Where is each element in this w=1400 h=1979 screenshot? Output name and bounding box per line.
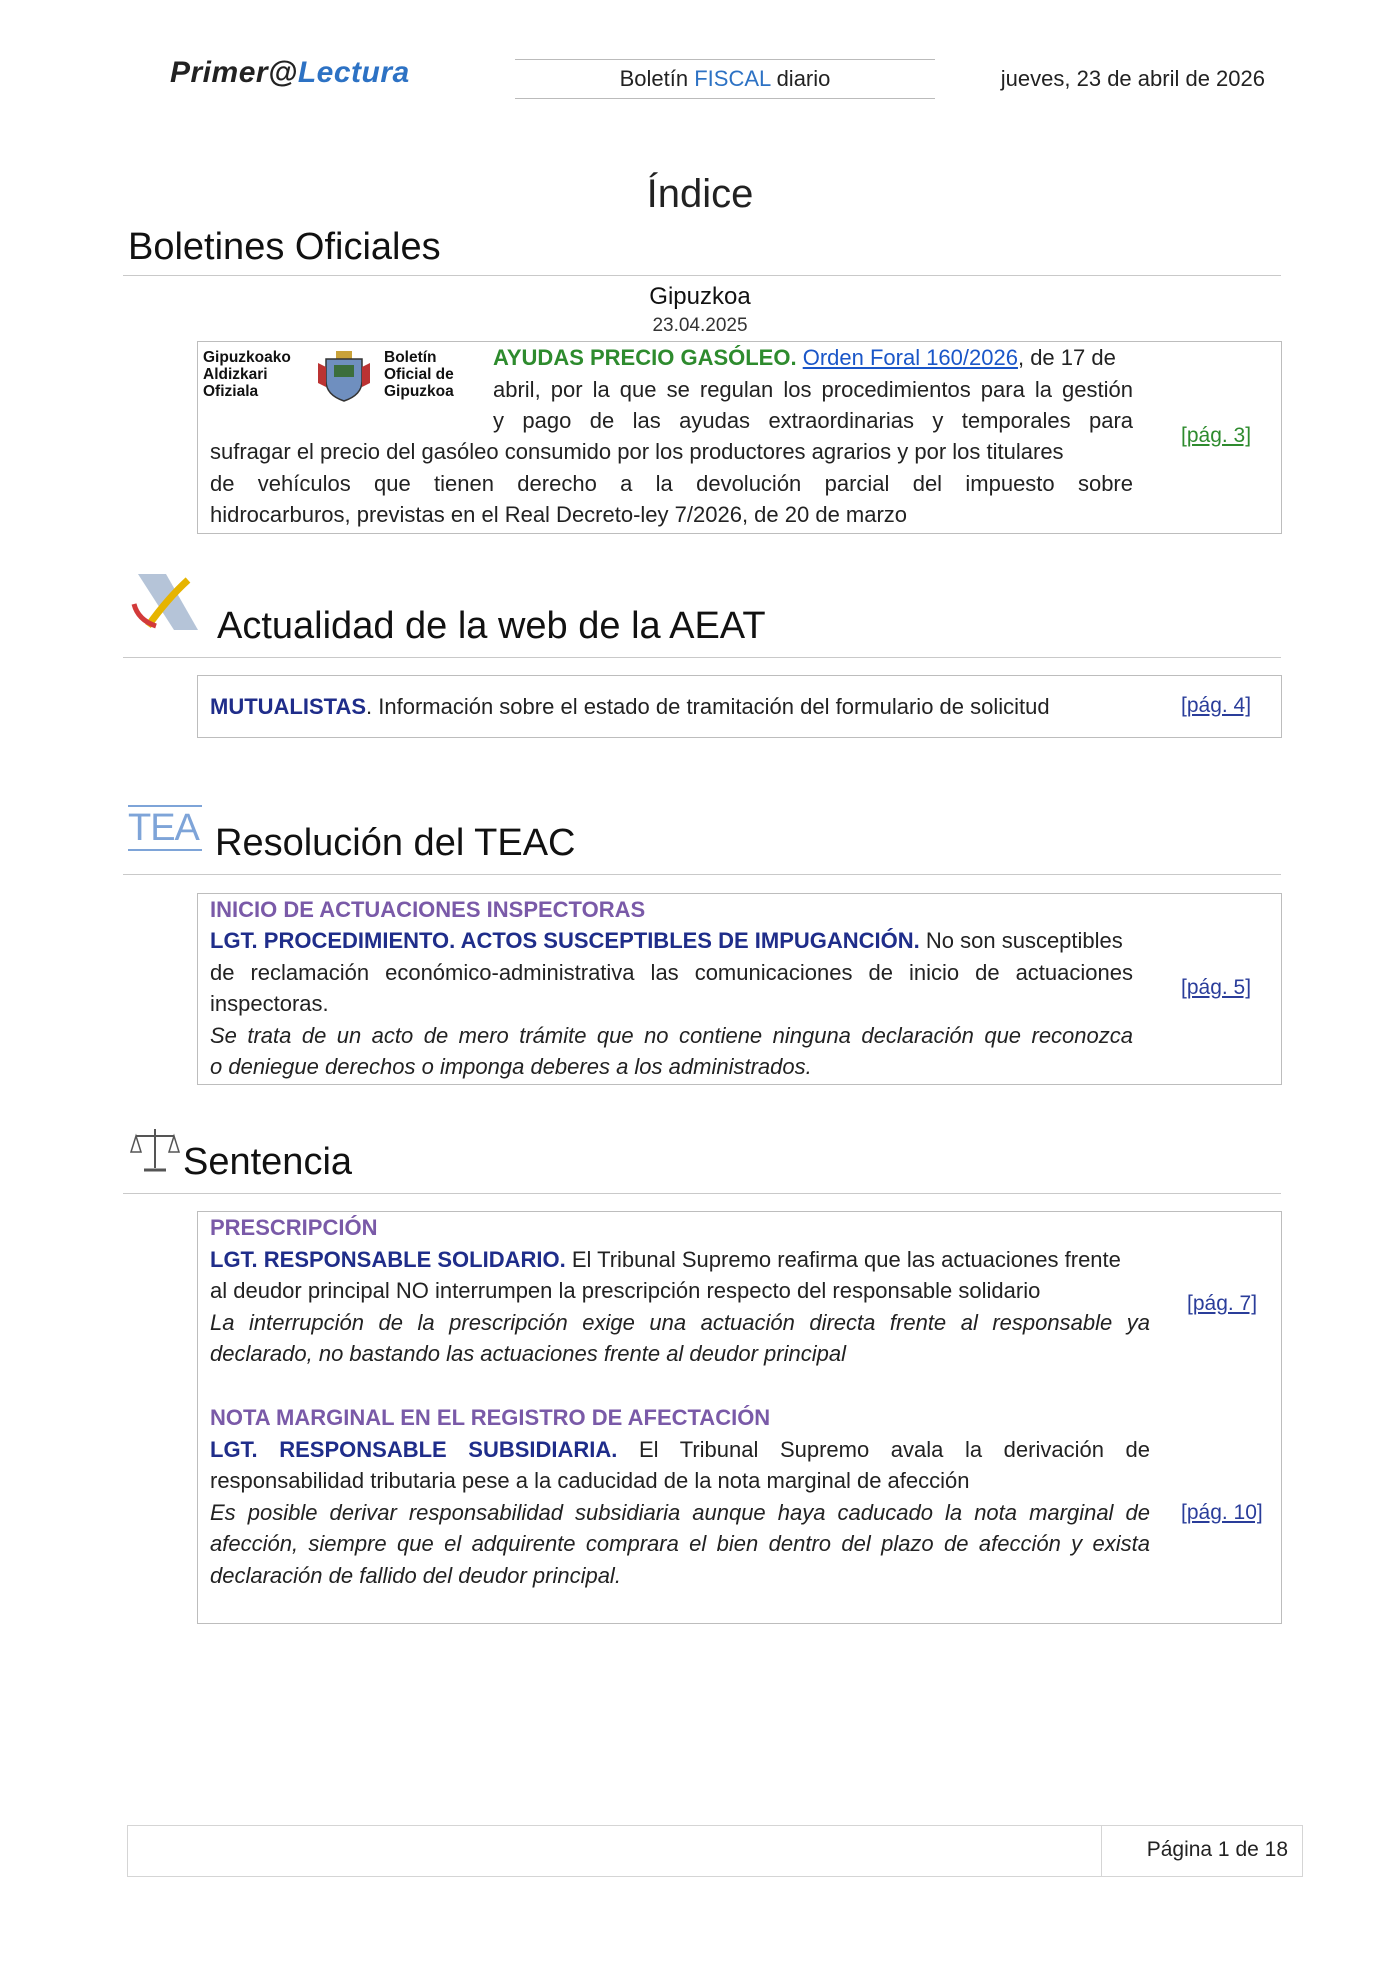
logo-text: Oficial de xyxy=(384,366,454,383)
tea-logo-text: TEA xyxy=(128,807,199,849)
header-date: jueves, 23 de abril de 2026 xyxy=(1000,66,1265,91)
page-link[interactable]: [pág. 7] xyxy=(1187,1292,1258,1315)
page-link[interactable]: [pág. 10] xyxy=(1181,1501,1263,1524)
entry-text: de vehículos que tienen derecho a la devolución parcial del impuesto sobre xyxy=(210,471,1133,496)
boletin-entry-line xyxy=(493,342,1133,374)
entry-text: El Tribunal Supremo reafirma que las actuaciones frente xyxy=(565,1247,1121,1272)
entry-summary: Se trata de un acto de mero trámite que no contiene ninguna declaración que reconozca xyxy=(210,1023,1133,1048)
entry-heading: LGT. RESPONSABLE SUBSIDIARIA. xyxy=(210,1437,618,1462)
section-title-sentencia: Sentencia xyxy=(183,1141,353,1183)
scales-of-justice-icon xyxy=(130,1126,180,1174)
section-divider xyxy=(123,657,1281,658)
entry-heading-line xyxy=(210,1434,1150,1466)
entry-summary: o deniegue derechos o imponga deberes a los administrados. xyxy=(210,1054,812,1079)
entry-heading-line xyxy=(210,1244,1150,1276)
entry-category: PRESCRIPCIÓN xyxy=(210,1215,378,1240)
page-link[interactable]: [pág. 4] xyxy=(1181,694,1252,717)
entry-summary: Es posible derivar responsabilidad subsidiaria aunque haya caducado la nota marginal de xyxy=(210,1500,1150,1525)
section-divider xyxy=(123,275,1281,276)
entry-text: , de 17 de xyxy=(1017,345,1116,370)
tea-logo-icon xyxy=(128,805,202,851)
entry-text: . Información sobre el estado de tramitación del formulario de solicitud xyxy=(366,694,1050,719)
bulletin-title xyxy=(515,59,935,99)
entry-heading-line xyxy=(210,925,1133,957)
entry-text: hidrocarburos, previstas en el Real Decreto-ley 7/2026, de 20 de marzo xyxy=(210,502,908,527)
section-divider xyxy=(123,1193,1281,1194)
entry-text: de reclamación económico-administrativa las comunicaciones de inicio de actuaciones xyxy=(210,960,1133,985)
logo-text: Aldizkari xyxy=(203,366,268,383)
entry-heading: AYUDAS PRECIO GASÓLEO. xyxy=(493,345,797,370)
section-title-boletines: Boletines Oficiales xyxy=(128,226,441,268)
entry-category: INICIO DE ACTUACIONES INSPECTORAS xyxy=(210,897,646,922)
bulletin-accent: FISCAL xyxy=(694,66,771,91)
bulletin-post: diario xyxy=(770,66,831,91)
entry-heading: LGT. RESPONSABLE SOLIDARIO. xyxy=(210,1247,566,1272)
orden-foral-link[interactable]: Orden Foral 160/2026 xyxy=(802,345,1018,370)
section-divider xyxy=(123,874,1281,875)
bulletin-date: 23.04.2025 xyxy=(652,315,748,336)
logo-part1: Primer@ xyxy=(170,56,298,89)
bop-gipuzkoa-logo xyxy=(203,349,465,405)
entry-text: No son susceptibles xyxy=(919,928,1123,953)
index-title: Índice xyxy=(646,172,754,216)
footer-divider xyxy=(1101,1826,1102,1876)
page-link[interactable]: [pág. 5] xyxy=(1181,976,1252,999)
section-title-teac: Resolución del TEAC xyxy=(215,822,576,864)
entry-text: responsabilidad tributaria pese a la caducidad de la nota marginal de afección xyxy=(210,1468,970,1493)
aeat-logo-icon xyxy=(128,568,204,634)
entry-heading: LGT. PROCEDIMIENTO. ACTOS SUSCEPTIBLES DE IMPUGANCIÓN. xyxy=(210,928,920,953)
entry-text: abril, por la que se regulan los procedimientos para la gestión xyxy=(493,377,1133,402)
entry-text: y pago de las ayudas extraordinarias y temporales para xyxy=(493,408,1133,433)
entry-text: al deudor principal NO interrumpen la prescripción respecto del responsable solidario xyxy=(210,1278,1041,1303)
logo-text: Ofiziala xyxy=(203,383,259,400)
entry-summary: declarado, no bastando las actuaciones frente al deudor principal xyxy=(210,1341,846,1366)
entry-text: El Tribunal Supremo avala la derivación de xyxy=(617,1437,1150,1462)
bulletin-pre: Boletín xyxy=(619,66,695,91)
section-title-aeat: Actualidad de la web de la AEAT xyxy=(217,605,766,647)
entry-summary: declaración de fallido del deudor principal. xyxy=(210,1563,621,1588)
coat-of-arms-icon xyxy=(314,349,374,403)
entry-heading: MUTUALISTAS xyxy=(210,694,367,719)
entry-category: NOTA MARGINAL EN EL REGISTRO DE AFECTACIÓN xyxy=(210,1405,771,1430)
entry-summary: afección, siempre que el adquirente comprara el bien dentro del plazo de afección y exista xyxy=(210,1531,1150,1556)
entry-text: inspectoras. xyxy=(210,991,329,1016)
entry-summary: La interrupción de la prescripción exige una actuación directa frente al responsable ya xyxy=(210,1310,1150,1335)
page-footer xyxy=(127,1825,1303,1877)
brand-logo xyxy=(170,56,410,90)
entry-text: sufragar el precio del gasóleo consumido por los productores agrarios y por los titulares xyxy=(210,439,1064,464)
region-name: Gipuzkoa xyxy=(649,283,751,310)
logo-text: Gipuzkoako xyxy=(203,349,291,366)
page-link[interactable]: [pág. 3] xyxy=(1181,424,1252,447)
logo-part2: Lectura xyxy=(297,56,410,89)
page-number: Página 1 de 18 xyxy=(1146,1838,1288,1861)
aeat-entry-text xyxy=(210,691,1130,723)
logo-text: Boletín xyxy=(384,349,437,366)
logo-text: Gipuzkoa xyxy=(384,383,454,400)
